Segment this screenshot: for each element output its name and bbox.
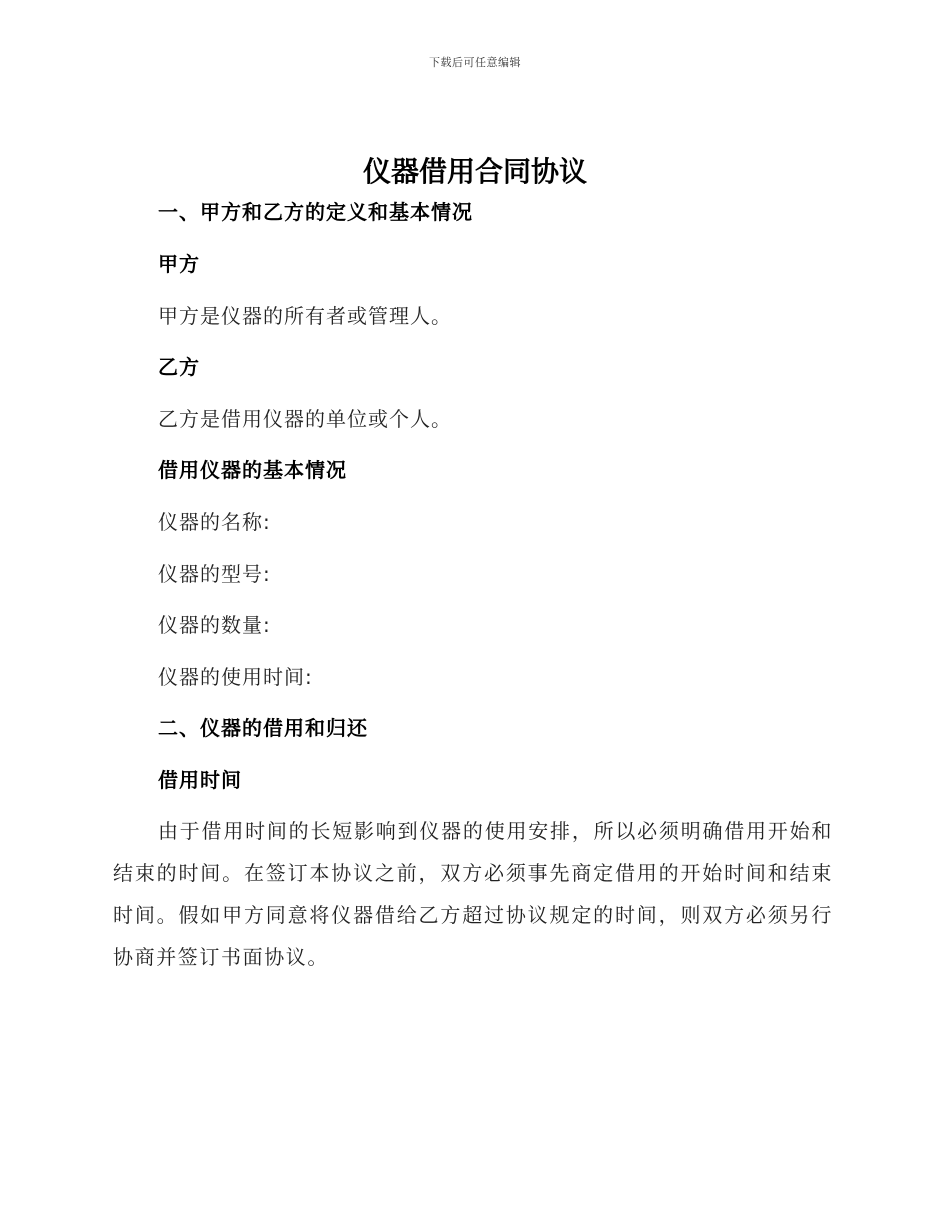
section-heading-1: 一、甲方和乙方的定义和基本情况 [158,200,473,224]
header-note: 下载后可任意编辑 [429,56,521,69]
field-instrument-usage-time: 仪器的使用时间: [158,665,313,689]
subheading-borrow-time: 借用时间 [158,768,242,792]
subheading-instrument-info: 借用仪器的基本情况 [158,458,347,482]
document-title: 仪器借用合同协议 [362,155,587,188]
field-instrument-name: 仪器的名称: [158,510,271,534]
subheading-party-b: 乙方 [158,355,200,379]
subheading-party-a: 甲方 [158,252,200,276]
party-a-definition: 甲方是仪器的所有者或管理人。 [158,304,452,328]
field-instrument-quantity: 仪器的数量: [158,613,271,637]
borrow-time-paragraph: 由于借用时间的长短影响到仪器的使用安排，所以必须明确借用开始和结束的时间。在签订本协议之前，双方必须事先商定借用的开始时间和结束时间。假如甲方同意将仪器借给乙方超过协议规定的时间，则双方必须另行协商并签订书面协议。 [113,819,833,969]
section-heading-2: 二、仪器的借用和归还 [158,716,368,740]
field-instrument-model: 仪器的型号: [158,562,271,586]
party-b-definition: 乙方是借用仪器的单位或个人。 [158,407,452,431]
